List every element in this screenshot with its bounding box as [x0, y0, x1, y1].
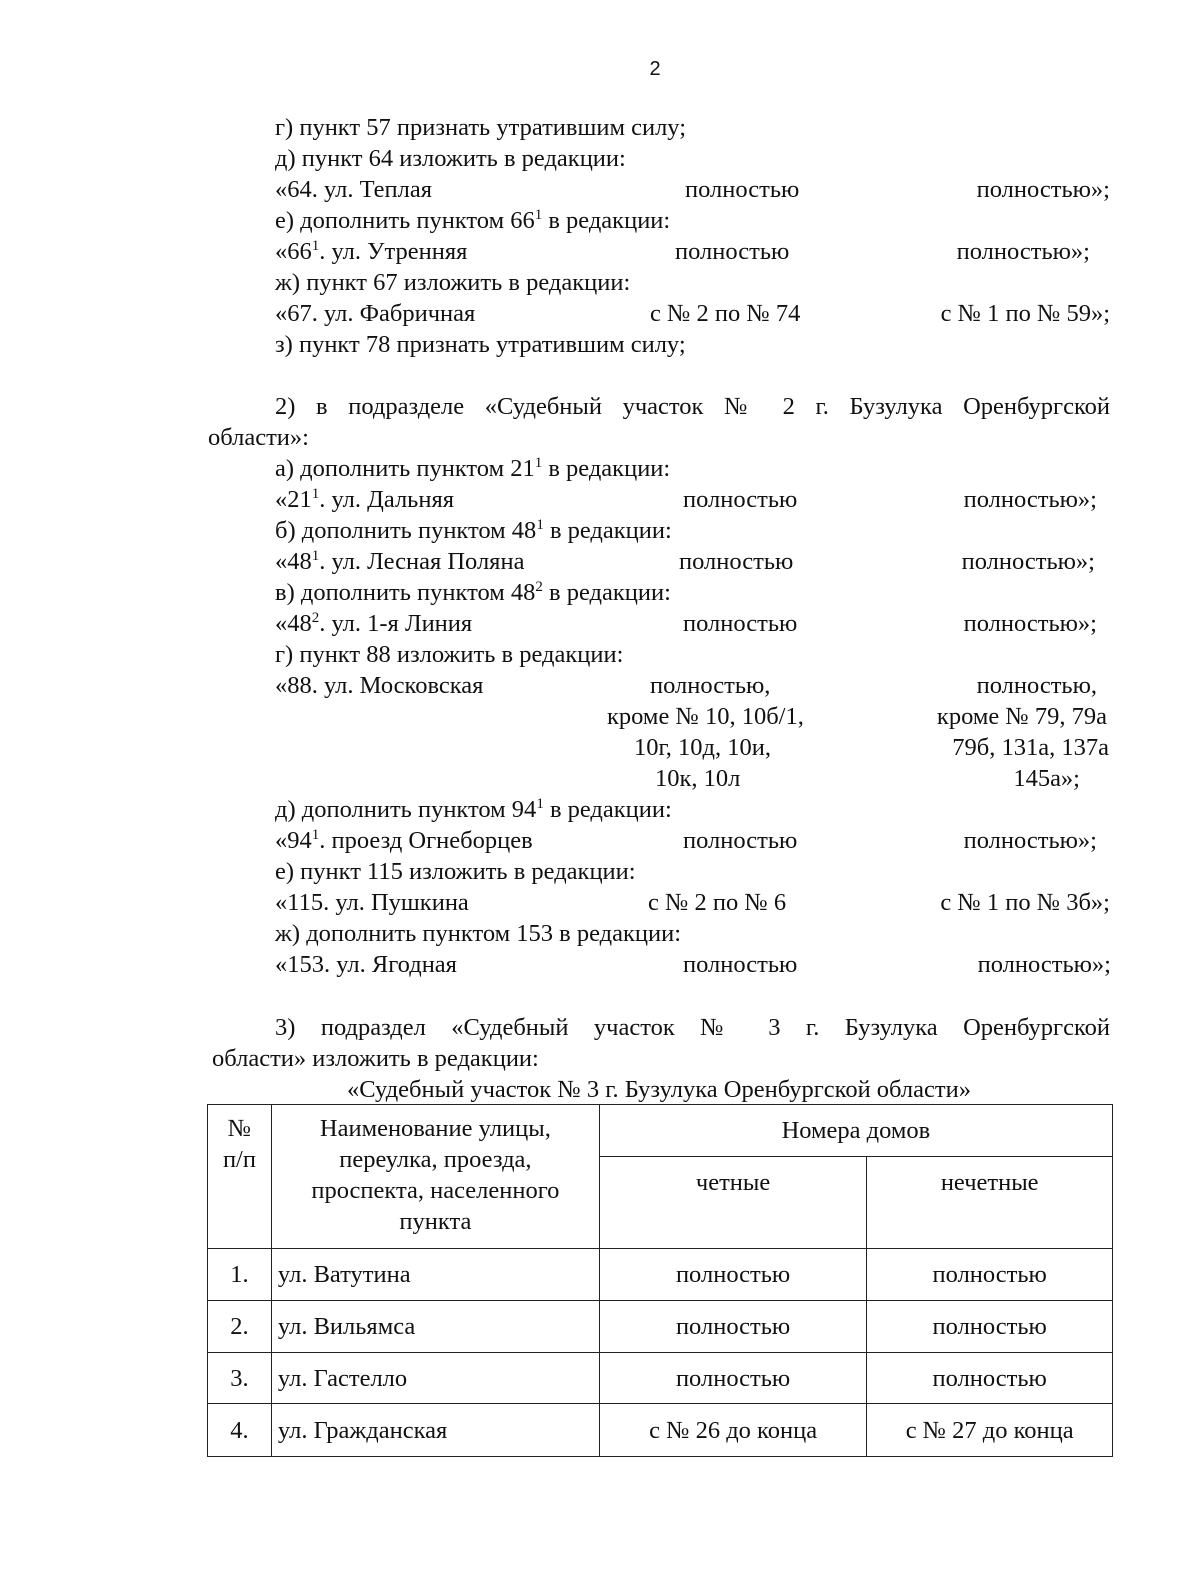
item-zh-67: [275, 267, 630, 298]
row-number: 1.: [208, 1249, 272, 1301]
item-g-57: [275, 112, 686, 143]
row-number: 4.: [208, 1404, 272, 1457]
line-text: а) дополнить пунктом 21: [275, 455, 535, 482]
line-text: г) пункт 57 признать утратившим силу;: [275, 114, 687, 141]
header-number: [208, 1105, 272, 1249]
street-number: «94: [275, 827, 312, 854]
row-153-yagodnaya: [275, 949, 1111, 980]
street-name: «153. ул. Ягодная: [275, 951, 457, 978]
street-name: . проезд Огнеборцев: [319, 827, 533, 854]
item-e-66-1: [275, 205, 670, 236]
row-street-name: ул. Гастелло: [271, 1353, 599, 1404]
odd-houses: полностью»;: [977, 951, 1111, 978]
superscript: 2: [535, 579, 543, 595]
row-odd-houses: полностью: [867, 1301, 1113, 1353]
row-21-1-dalnyaya: [275, 484, 1097, 515]
item-zh-153: [275, 918, 681, 949]
item-d-94-1: [275, 794, 672, 825]
subsection-title: «Судебный участок № 3 г. Бузулука Оренбургской области»: [347, 1076, 971, 1103]
row-115-pushkina: [275, 887, 1110, 918]
item-v-48-2: [275, 577, 671, 608]
row-64-teplaya: [275, 174, 1110, 205]
row-street-name: ул. Гражданская: [271, 1404, 599, 1457]
line-text: б) дополнить пунктом 48: [275, 517, 537, 544]
odd-houses: с № 1 по № 59»;: [940, 300, 1110, 327]
street-name: «88. ул. Московская: [275, 672, 484, 699]
line-text: ж) дополнить пунктом 153 в редакции:: [275, 920, 682, 947]
line-text: в редакции:: [542, 579, 671, 606]
header-number-text: № п/п: [222, 1115, 256, 1173]
row-88-continued-3: [275, 763, 1080, 794]
row-even-houses: полностью: [599, 1301, 867, 1353]
odd-houses: полностью»;: [963, 486, 1097, 513]
odd-houses: с № 1 по № 3б»;: [940, 889, 1110, 916]
row-88-continued-1: [275, 701, 1107, 732]
row-94-1-ogneborcev: [275, 825, 1097, 856]
street-name: «64. ул. Теплая: [275, 176, 433, 203]
line-text: д) пункт 64 изложить в редакции:: [275, 145, 626, 172]
row-street-name: ул. Ватутина: [271, 1249, 599, 1301]
row-number: 2.: [208, 1301, 272, 1353]
line-text: е) пункт 115 изложить в редакции:: [275, 858, 636, 885]
table-row: [208, 1353, 1113, 1404]
row-even-houses: полностью: [599, 1353, 867, 1404]
superscript: 2: [311, 610, 320, 626]
odd-houses: 79б, 131а, 137а: [952, 734, 1109, 761]
row-88-moskovskaya: [275, 670, 1107, 701]
even-houses: полностью: [685, 176, 800, 203]
superscript: 1: [311, 548, 320, 564]
table-row: [208, 1404, 1113, 1457]
section-3-heading: [208, 1012, 1110, 1074]
odd-houses: полностью»;: [976, 176, 1110, 203]
even-houses: с № 2 по № 74: [650, 300, 801, 327]
street-name: . ул. 1-я Линия: [319, 610, 473, 637]
row-odd-houses: полностью: [867, 1249, 1113, 1301]
header-street-name: [271, 1105, 599, 1249]
odd-houses: полностью,: [976, 672, 1097, 699]
even-houses: 10к, 10л: [655, 765, 741, 792]
line-text: в редакции:: [542, 207, 671, 234]
superscript: 1: [536, 796, 544, 812]
even-houses: с № 2 по № 6: [648, 889, 787, 916]
superscript: 1: [311, 238, 320, 254]
item-d-64: [275, 143, 626, 174]
even-houses: полностью: [683, 951, 798, 978]
row-even-houses: с № 26 до конца: [599, 1404, 867, 1457]
header-street-name-text: Наименование улицы, переулка, проезда, проспекта, населенного пункта: [311, 1115, 560, 1235]
row-66-1-utrennyaya: [275, 236, 1090, 267]
item-b-48-1: [275, 515, 672, 546]
street-number: «48: [275, 610, 312, 637]
row-street-name: ул. Вильямса: [271, 1301, 599, 1353]
item-z-78: [275, 329, 686, 360]
line-text: д) дополнить пунктом 94: [275, 796, 537, 823]
line-text: ж) пункт 67 изложить в редакции:: [275, 269, 631, 296]
header-even: четные: [599, 1157, 867, 1249]
even-houses: полностью: [683, 827, 798, 854]
header-house-numbers: Номера домов: [599, 1105, 1112, 1157]
street-number: «21: [275, 486, 312, 513]
row-48-2-1ya-liniya: [275, 608, 1097, 639]
street-number: «48: [275, 548, 312, 575]
paragraph-line: области»:: [208, 424, 309, 451]
odd-houses: полностью»;: [961, 548, 1095, 575]
odd-houses: кроме № 79, 79а: [936, 703, 1107, 730]
row-67-fabrichnaya: [275, 298, 1110, 329]
row-odd-houses: с № 27 до конца: [867, 1404, 1113, 1457]
superscript: 1: [311, 827, 320, 843]
header-odd: нечетные: [867, 1157, 1113, 1249]
section-2-heading: [208, 391, 1110, 453]
odd-houses: 145а»;: [1013, 765, 1080, 792]
even-houses: полностью: [683, 610, 798, 637]
paragraph-line: 3) подраздел «Судебный участок № 3 г. Бузулука Оренбургской: [275, 1014, 1110, 1041]
even-houses: полностью: [675, 238, 790, 265]
line-text: з) пункт 78 признать утратившим силу;: [275, 331, 686, 358]
item-a-21-1: [275, 453, 670, 484]
superscript: 1: [536, 517, 544, 533]
street-name: «67. ул. Фабричная: [275, 300, 476, 327]
odd-houses: полностью»;: [963, 827, 1097, 854]
street-name: . ул. Лесная Поляна: [319, 548, 525, 575]
table-row: [208, 1249, 1113, 1301]
row-48-1-lesnaya-polyana: [275, 546, 1095, 577]
superscript: 1: [311, 486, 320, 502]
paragraph-line: 2) в подразделе «Судебный участок № 2 г. Бузулука Оренбургской: [275, 393, 1110, 420]
superscript: 1: [534, 207, 543, 223]
even-houses: кроме № 10, 10б/1,: [607, 703, 804, 730]
street-name: . ул. Дальняя: [319, 486, 454, 513]
line-text: в) дополнить пунктом 48: [275, 579, 536, 606]
street-name: . ул. Утренняя: [319, 238, 468, 265]
street-number: «66: [275, 238, 312, 265]
page-number: 2: [649, 58, 661, 80]
table-row: [208, 1301, 1113, 1353]
row-even-houses: полностью: [599, 1249, 867, 1301]
item-g-88: [275, 639, 623, 670]
paragraph-line: области» изложить в редакции:: [212, 1045, 539, 1072]
item-e-115: [275, 856, 636, 887]
line-text: в редакции:: [542, 455, 671, 482]
line-text: в редакции:: [543, 796, 672, 823]
superscript: 1: [534, 455, 543, 471]
even-houses: полностью,: [650, 672, 771, 699]
even-houses: 10г, 10д, 10и,: [634, 734, 771, 761]
row-88-continued-2: [275, 732, 1109, 763]
line-text: е) дополнить пунктом 66: [275, 207, 535, 234]
line-text: г) пункт 88 изложить в редакции:: [275, 641, 624, 668]
street-name: «115. ул. Пушкина: [275, 889, 469, 916]
row-number: 3.: [208, 1353, 272, 1404]
odd-houses: полностью»;: [963, 610, 1097, 637]
even-houses: полностью: [683, 486, 798, 513]
odd-houses: полностью»;: [956, 238, 1090, 265]
even-houses: полностью: [679, 548, 794, 575]
row-odd-houses: полностью: [867, 1353, 1113, 1404]
line-text: в редакции:: [543, 517, 672, 544]
streets-table: [207, 1104, 1113, 1457]
